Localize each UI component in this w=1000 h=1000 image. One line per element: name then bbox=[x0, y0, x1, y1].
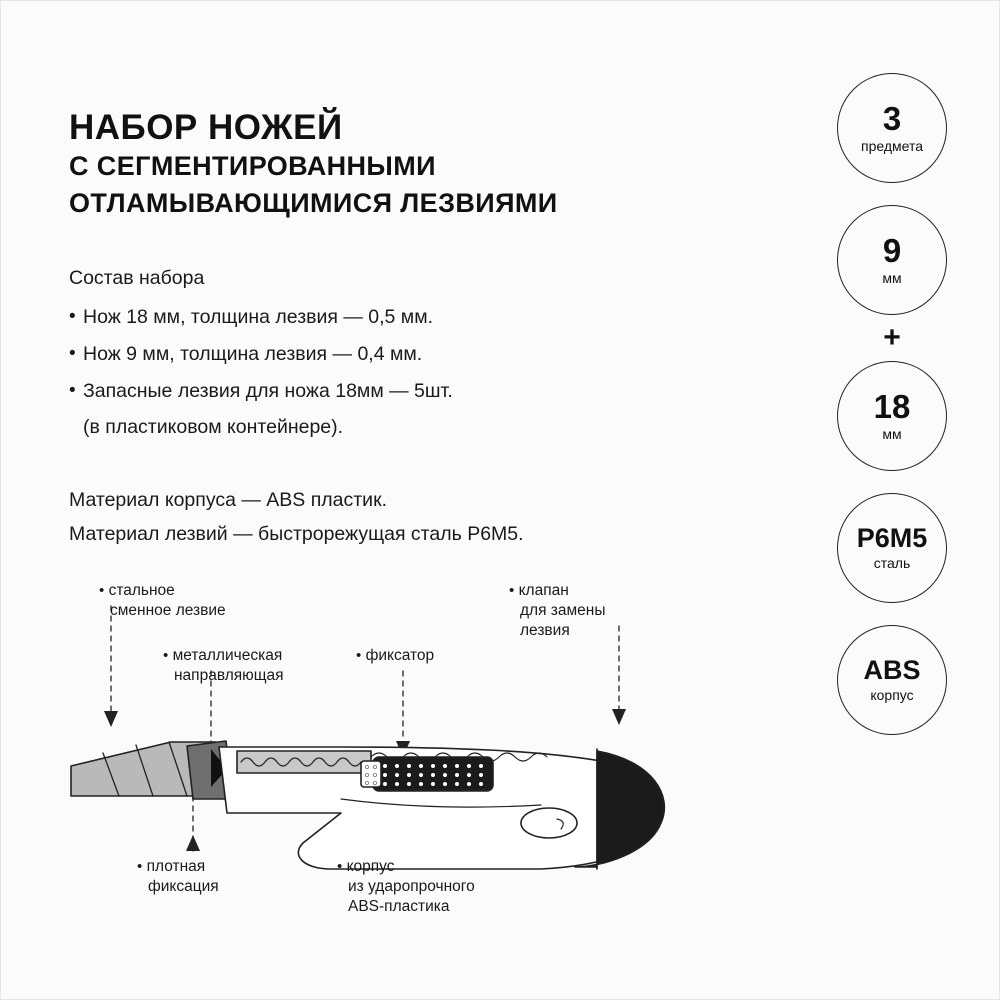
badge-18mm-value: 18 bbox=[873, 387, 911, 425]
callout-valve-line3: лезвия bbox=[520, 621, 570, 639]
callout-tight bbox=[137, 857, 219, 897]
badge-9mm bbox=[837, 205, 947, 315]
page-title: НАБОР НОЖЕЙ bbox=[69, 108, 343, 147]
bullet-icon: • bbox=[163, 647, 169, 664]
heading-block bbox=[69, 109, 709, 220]
callout-blade bbox=[99, 581, 226, 621]
callout-lock bbox=[356, 646, 434, 666]
badge-pieces-label: предмета bbox=[860, 137, 923, 154]
knife-diagram bbox=[41, 561, 741, 961]
material-body: Материал корпуса — ABS пластик. bbox=[69, 489, 388, 511]
bullet-icon: • bbox=[99, 582, 105, 599]
badge-abs bbox=[837, 625, 947, 735]
composition-item-3: Запасные лезвия для ножа 18мм — 5шт. bbox=[83, 380, 453, 403]
bullet-icon: • bbox=[356, 647, 362, 664]
callout-blade-line2: сменное лезвие bbox=[110, 601, 226, 619]
bullet-icon: • bbox=[509, 582, 515, 599]
composition-item-2: Нож 9 мм, толщина лезвия — 0,4 мм. bbox=[83, 342, 423, 365]
callout-valve-line2: для замены bbox=[520, 601, 606, 619]
badge-pieces bbox=[837, 73, 947, 183]
page-subtitle-line2: ОТЛАМЫВАЮЩИМИСЯ ЛЕЗВИЯМИ bbox=[69, 188, 558, 219]
composition-title: Состав набора bbox=[69, 267, 205, 289]
badge-abs-label: корпус bbox=[870, 686, 914, 703]
callout-blade-line1: стальное bbox=[108, 582, 175, 599]
badge-18mm-label: мм bbox=[882, 425, 902, 442]
callout-housing bbox=[337, 857, 475, 916]
plus-icon: + bbox=[883, 321, 901, 354]
metal-guide bbox=[237, 751, 371, 773]
callout-guide-line2: направляющая bbox=[174, 666, 284, 684]
badge-9mm-label: мм bbox=[882, 269, 902, 286]
badge-steel-value: Р6М5 bbox=[856, 522, 928, 553]
list-item bbox=[69, 344, 749, 364]
callout-tight-line1: плотная bbox=[146, 858, 206, 875]
thumb-rest bbox=[521, 808, 577, 838]
callout-guide-line1: металлическая bbox=[172, 647, 283, 664]
bullet-icon: • bbox=[337, 858, 343, 875]
list-item bbox=[69, 381, 749, 401]
composition-note: (в пластиковом контейнере). bbox=[83, 415, 344, 438]
bullet-icon: • bbox=[69, 380, 76, 402]
callout-housing-line3: ABS-пластика bbox=[348, 897, 450, 915]
callout-guide bbox=[163, 646, 284, 686]
bullet-icon: • bbox=[69, 342, 76, 364]
badge-18mm bbox=[837, 361, 947, 471]
bullet-icon: • bbox=[137, 858, 143, 875]
badge-9mm-value: 9 bbox=[882, 231, 902, 269]
callout-lock-line1: фиксатор bbox=[365, 647, 435, 664]
callout-housing-line1: корпус bbox=[346, 858, 395, 875]
bullet-icon: • bbox=[69, 305, 76, 327]
callout-tight-line2: фиксация bbox=[148, 877, 219, 895]
callout-housing-line2: из ударопрочного bbox=[348, 877, 475, 895]
list-item bbox=[69, 307, 749, 327]
composition-block bbox=[69, 269, 749, 441]
materials-block bbox=[69, 483, 749, 551]
badge-steel-label: сталь bbox=[873, 554, 911, 571]
page-subtitle-line1: С СЕГМЕНТИРОВАННЫМИ bbox=[69, 151, 436, 182]
callout-valve-line1: клапан bbox=[518, 582, 569, 599]
badge-column bbox=[827, 73, 957, 735]
badge-abs-value: ABS bbox=[863, 654, 921, 685]
material-blades: Материал лезвий — быстрорежущая сталь Р6М5. bbox=[69, 523, 524, 546]
badge-steel bbox=[837, 493, 947, 603]
composition-item-1: Нож 18 мм, толщина лезвия — 0,5 мм. bbox=[83, 305, 434, 328]
callout-valve bbox=[509, 581, 606, 640]
badge-pieces-value: 3 bbox=[882, 99, 902, 137]
